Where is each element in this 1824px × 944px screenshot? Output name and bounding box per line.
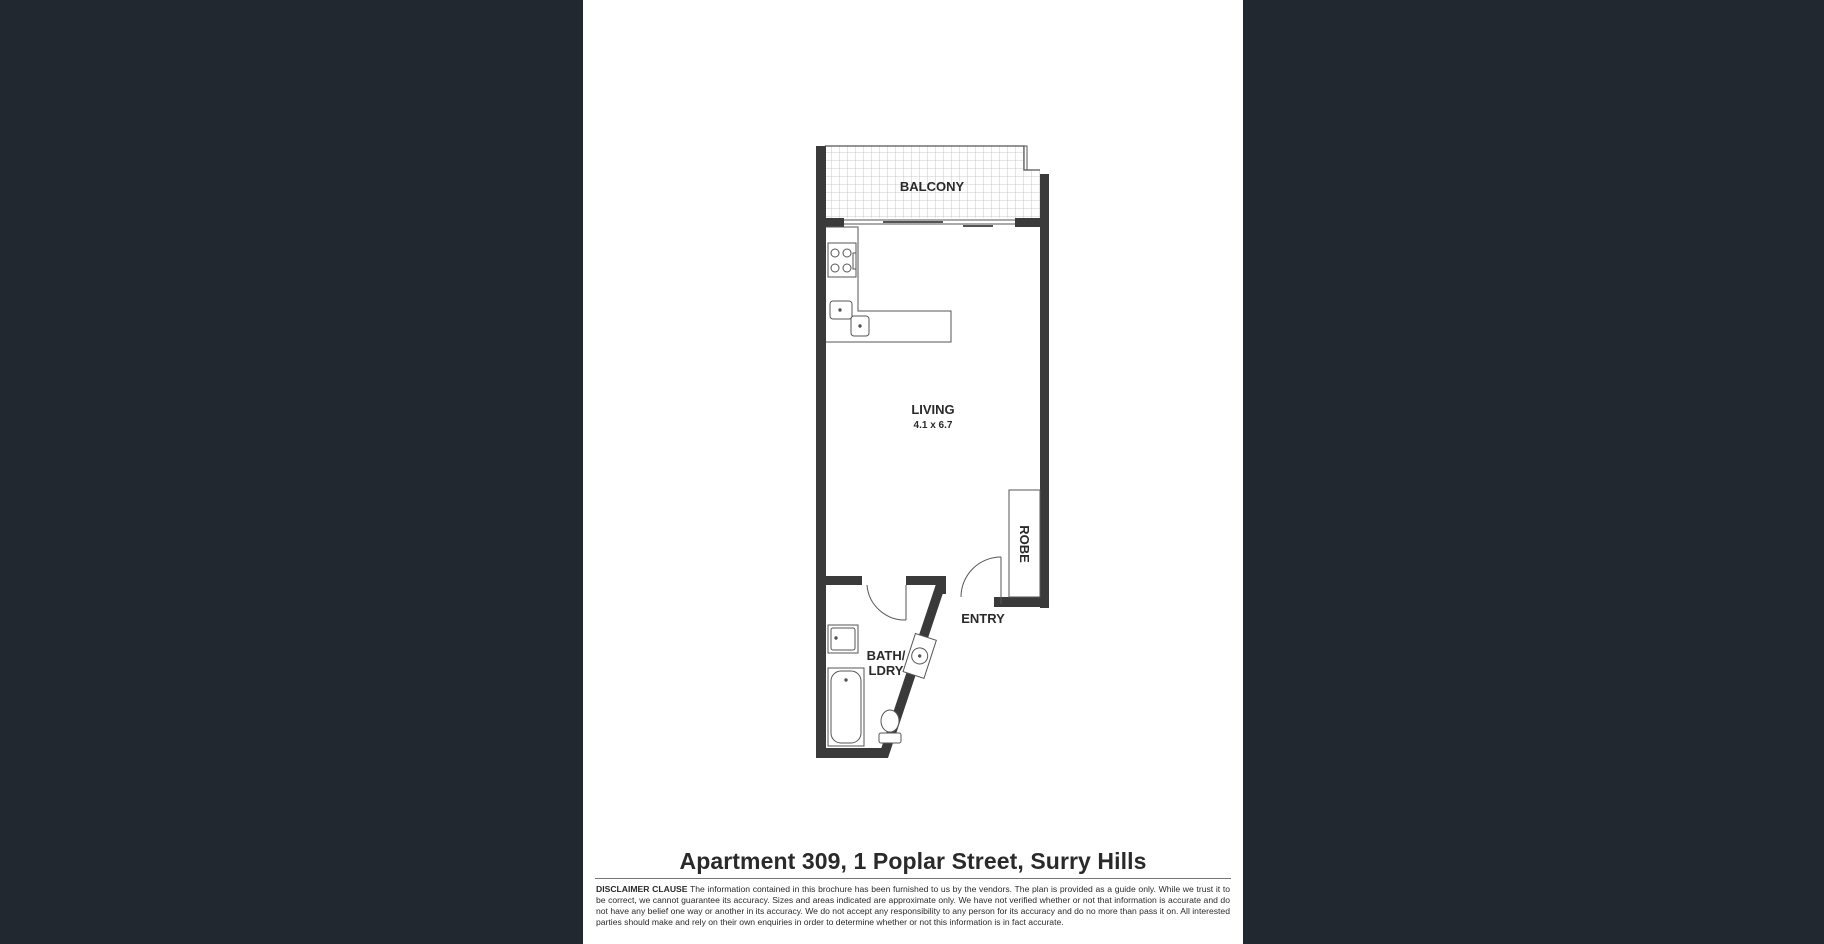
bath-label-line1: BATH/ <box>866 648 906 663</box>
title-divider <box>595 878 1231 879</box>
property-title: Apartment 309, 1 Poplar Street, Surry Hills <box>679 848 1147 874</box>
living-dims-label: 4.1 x 6.7 <box>913 420 953 431</box>
entry-label: ENTRY <box>961 611 1005 626</box>
bath-door <box>867 585 906 620</box>
kitchen <box>826 227 951 342</box>
floorplan-sheet <box>583 0 1243 944</box>
floorplan-drawing <box>583 0 1243 860</box>
sliding-door <box>844 220 1015 226</box>
robe-label: ROBE <box>1017 525 1032 563</box>
bath-label-line2: LDRY <box>868 663 904 678</box>
disclaimer-text: The information contained in this brochure has been furnished to us by the vendors. The plan is provided as a guide only. While we trust it to be correct, we cannot guarantee its accuracy. Sizes and areas indicated are approximate only. We have not verified whether or not that information is accurate and do not have any belief one way or another in its accuracy. We do not accept any responsibility to any person for its accuracy and do no more than pass it on. All interested parties should make and rely on their own enquiries in order to determine whether or not this information is in fact accurate. <box>596 884 1230 927</box>
disclaimer-block <box>596 884 1230 928</box>
entry-door <box>961 557 1001 604</box>
bathroom-fixtures <box>828 625 936 746</box>
disclaimer-heading: DISCLAIMER CLAUSE <box>596 884 688 894</box>
exterior-walls <box>816 146 1049 758</box>
balcony-label: BALCONY <box>899 179 965 194</box>
living-label: LIVING <box>911 402 955 417</box>
